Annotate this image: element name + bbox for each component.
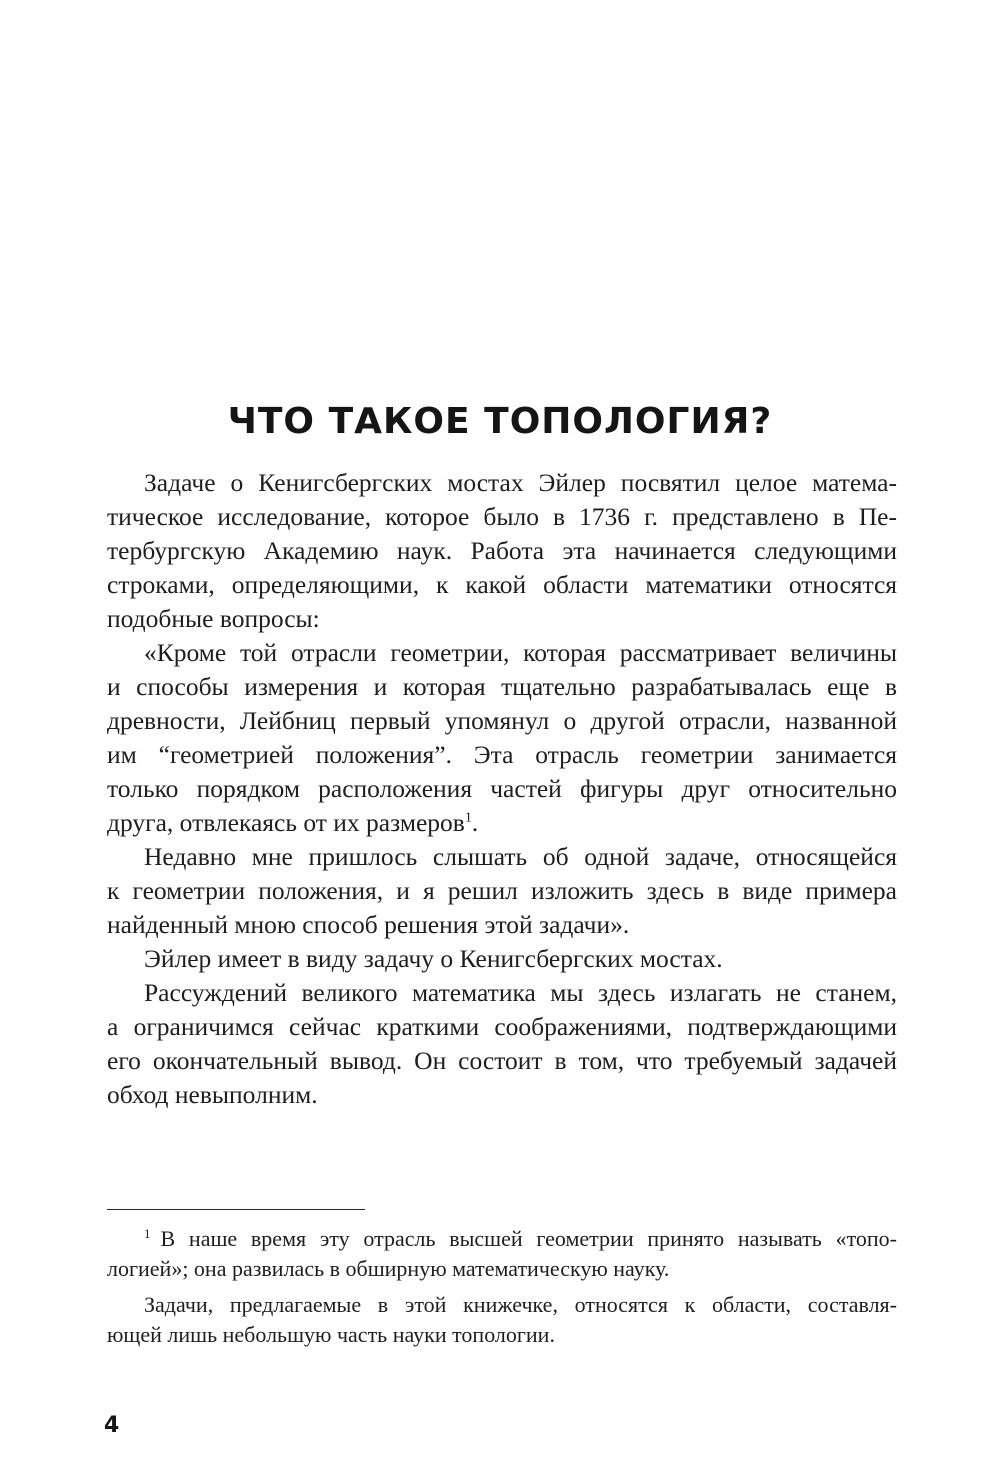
text-line: строками, определяющими, к какой области математики относятся [107, 570, 897, 599]
text-line: а ограничимся сейчас краткими соображениями, подтверждающими [107, 1012, 897, 1041]
footnote-line [107, 1224, 897, 1254]
paragraph-5 [107, 976, 897, 1112]
text-line: подобные вопросы: [107, 604, 320, 633]
paragraph-4 [107, 942, 897, 976]
text-line: его окончательный вывод. Он состоит в том, что требуемый задачей [107, 1046, 897, 1075]
footnote-reference[interactable]: 1 [464, 810, 472, 826]
sentence-end: . [471, 808, 479, 837]
footnote-line: Задачи, предлагаемые в этой книжечке, относятся к области, составля- [144, 1292, 897, 1317]
page-number: 4 [104, 1413, 120, 1438]
text-line-content: друга, отвлекаясь от их размеров [107, 808, 465, 837]
text-line-with-footnote-ref [107, 806, 897, 840]
text-line: и способы измерения и которая тщательно разрабатывалась еще в [107, 672, 897, 701]
text-line: им “геометрией положения”. Эта отрасль геометрии занимается [107, 740, 897, 769]
text-line: обход невыполним. [107, 1080, 318, 1109]
paragraph-3-quote [107, 840, 897, 942]
footnote-line-text: В наше время эту отрасль высшей геометрии принято называть «топо- [160, 1226, 897, 1251]
text-line: Задаче о Кенигсбергских мостах Эйлер посвятил целое матема- [144, 468, 897, 497]
footnotes [107, 1224, 897, 1350]
text-line: Недавно мне пришлось слышать об одной задаче, относящейся [144, 842, 897, 871]
footnote-line: логией»; она развилась в обширную математическую науку. [107, 1256, 670, 1281]
footnote-1-continued [107, 1290, 897, 1350]
main-text [107, 466, 897, 1112]
paragraph-2-quote [107, 636, 897, 840]
text-line: «Кроме той отрасли геометрии, которая рассматривает величины [144, 638, 897, 667]
footnote-mark: 1 [144, 1225, 151, 1241]
text-line: к геометрии положения, и я решил изложить здесь в виде примера [107, 876, 897, 905]
text-line: древности, Лейбниц первый упомянул о другой отрасли, названной [107, 706, 897, 735]
footnote-1 [107, 1224, 897, 1284]
footnote-line: ющей лишь небольшую часть науки топологии. [107, 1322, 555, 1347]
text-line: найденный мною способ решения этой задачи». [107, 910, 630, 939]
text-line: тербургскую Академию наук. Работа эта начинается следующими [107, 536, 897, 565]
footnote-divider [107, 1209, 365, 1210]
text-line: Эйлер имеет в виду задачу о Кенигсбергских мостах. [144, 944, 723, 973]
text-line: тическое исследование, которое было в 1736 г. представлено в Пе- [107, 502, 897, 531]
chapter-title: ЧТО ТАКОЕ ТОПОЛОГИЯ? [227, 401, 773, 442]
text-line: только порядком расположения частей фигуры друг относительно [107, 774, 897, 803]
text-line: Рассуждений великого математика мы здесь излагать не станем, [144, 978, 897, 1007]
paragraph-1 [107, 466, 897, 636]
